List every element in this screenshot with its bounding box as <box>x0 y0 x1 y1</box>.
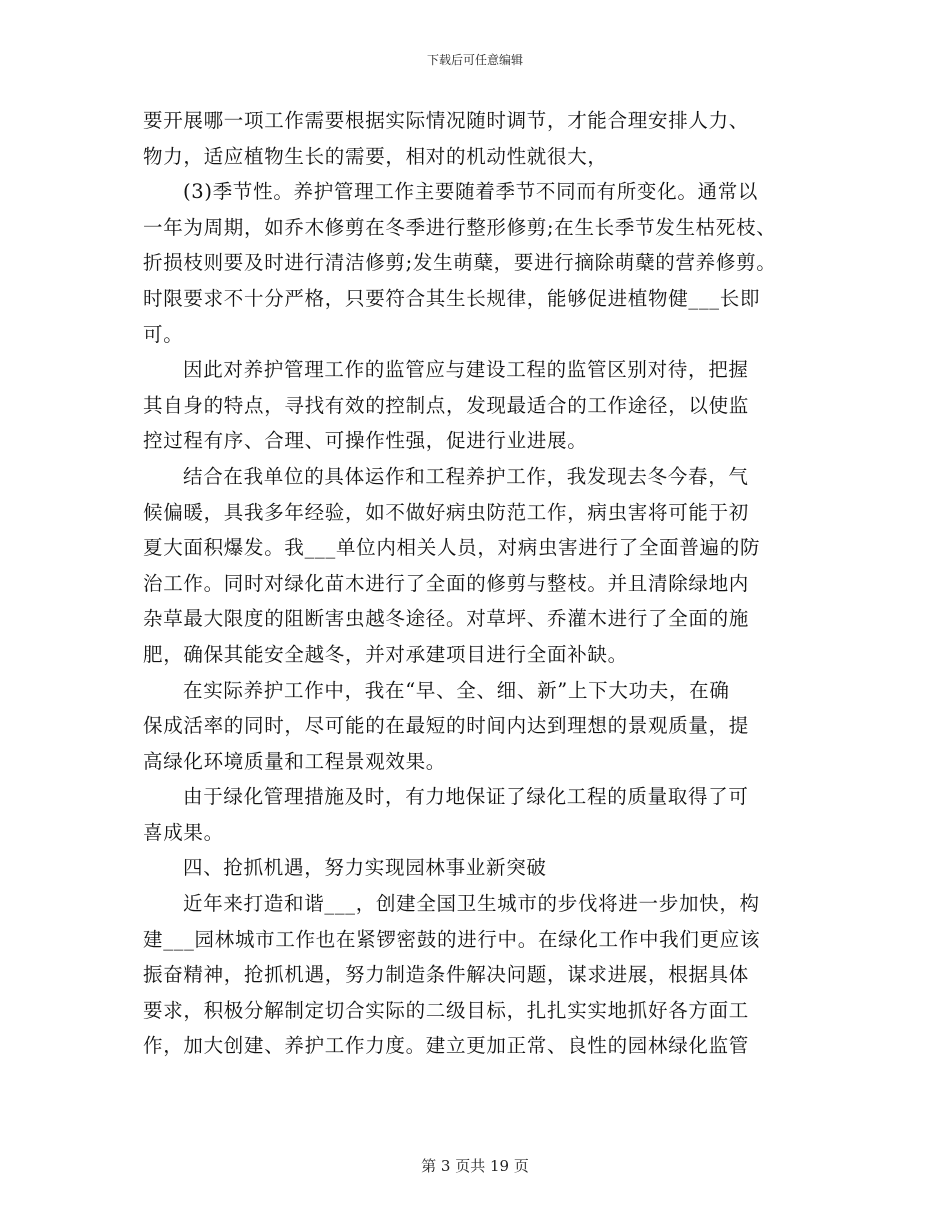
text-line: 可。 <box>143 322 184 346</box>
page-header: 下载后可任意编辑 <box>426 53 523 67</box>
text-line: 振奋精神，抢抓机遇，努力制造条件解决问题，谋求进展，根据具体 <box>143 963 750 987</box>
text-line: 保成活率的同时，尽可能的在最短的时间内达到理想的景观质量，提 <box>143 714 750 738</box>
text-line: 治工作。同时对绿化苗木进行了全面的修剪与整枝。并且清除绿地内 <box>143 571 750 595</box>
text-line: 四、抢抓机遇，努力实现园林事业新突破 <box>183 856 547 880</box>
text-line: 要开展哪一项工作需要根据实际情况随时调节，才能合理安排人力、 <box>143 109 750 132</box>
text-line: 在实际养护工作中，我在“早、全、细、新”上下大功夫，在确 <box>183 678 730 702</box>
text-line: 候偏暖，具我多年经验，如不做好病虫防范工作，病虫害将可能于初 <box>143 500 750 524</box>
text-line: 肥，确保其能安全越冬，并对承建项目进行全面补缺。 <box>143 642 628 666</box>
page-number-footer: 第 3 页共 19 页 <box>421 1157 529 1175</box>
text-line: 建___园林城市工作也在紧锣密鼓的进行中。在绿化工作中我们更应该 <box>143 927 761 951</box>
text-line: 控过程有序、合理、可操作性强，促进行业进展。 <box>143 429 588 453</box>
document-body <box>143 103 808 1064</box>
text-line: 近年来打造和谐___，创建全国卫生城市的步伐将进一步加快，构 <box>183 892 760 916</box>
text-line: 结合在我单位的具体运作和工程养护工作，我发现去冬今春，气 <box>183 464 749 488</box>
text-line: 高绿化环境质量和工程景观效果。 <box>143 749 447 773</box>
text-line: 夏大面积爆发。我___单位内相关人员，对病虫害进行了全面普遍的防 <box>143 536 761 560</box>
text-line: 要求，积极分解制定切合实际的二级目标，扎扎实实地抓好各方面工 <box>143 998 750 1022</box>
text-line: 时限要求不十分严格，只要符合其生长规律，能够促进植物健___长即 <box>143 286 761 310</box>
text-line: 杂草最大限度的阻断害虫越冬途径。对草坪、乔灌木进行了全面的施 <box>143 607 750 631</box>
text-line: 因此对养护管理工作的监管应与建设工程的监管区别对待，把握 <box>183 358 749 382</box>
text-line: 物力，适应植物生长的需要，相对的机动性就很大， <box>143 144 608 168</box>
text-line: 作，加大创建、养护工作力度。建立更加正常、良性的园林绿化监管 <box>143 1034 750 1058</box>
text-line: 由于绿化管理措施及时，有力地保证了绿化工程的质量取得了可 <box>183 785 749 809</box>
text-line: 喜成果。 <box>143 820 224 844</box>
text-line: 折损枝则要及时进行清洁修剪;发生萌蘖，要进行摘除萌蘖的营养修剪。 <box>143 251 777 275</box>
text-line: (3)季节性。养护管理工作主要随着季节不同而有所变化。通常以 <box>183 180 759 204</box>
text-line: 一年为周期，如乔木修剪在冬季进行整形修剪;在生长季节发生枯死枝、 <box>143 215 777 239</box>
text-line: 其自身的特点，寻找有效的控制点，发现最适合的工作途径，以使监 <box>143 393 750 417</box>
